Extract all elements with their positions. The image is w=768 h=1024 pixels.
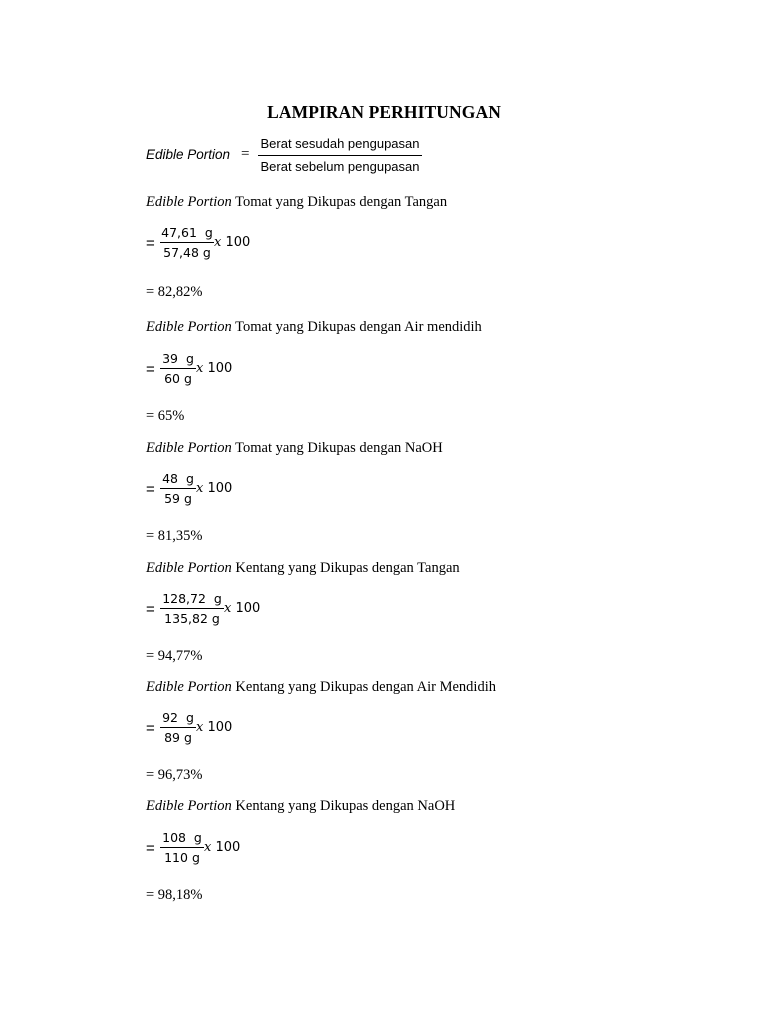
calc-equals: = xyxy=(146,720,155,737)
calc-fraction xyxy=(160,349,196,388)
calc-multiplier xyxy=(196,720,232,735)
calc-denominator: 60 g xyxy=(164,371,192,386)
section-heading-italic: Edible Portion xyxy=(146,679,232,695)
calc-result: = 98,18% xyxy=(146,887,203,903)
calc-numerator: 92 g xyxy=(162,710,194,725)
section-heading xyxy=(146,798,455,815)
times-symbol: x xyxy=(204,840,212,855)
calc-equals: = xyxy=(146,840,155,857)
formula-lhs: Edible Portion xyxy=(146,147,231,162)
calc-numerator: 108 g xyxy=(162,830,202,845)
calc-denominator: 57,48 g xyxy=(163,245,211,260)
fraction-bar xyxy=(258,155,422,156)
section-heading-italic: Edible Portion xyxy=(146,798,232,814)
calc-result: = 96,73% xyxy=(146,767,203,783)
times-symbol: x xyxy=(196,720,204,735)
calc-fraction xyxy=(160,223,214,262)
calc-multiplier xyxy=(196,361,232,376)
times-value: 100 xyxy=(231,601,261,616)
times-value: 100 xyxy=(221,235,251,250)
times-symbol: x xyxy=(214,235,222,250)
calc-numerator: 48 g xyxy=(162,471,194,486)
section-heading-italic: Edible Portion xyxy=(146,560,232,576)
calc-denominator: 59 g xyxy=(164,491,192,506)
times-value: 100 xyxy=(211,840,241,855)
calc-multiplier xyxy=(214,235,250,250)
calc-multiplier xyxy=(204,840,240,855)
calc-fraction xyxy=(160,589,224,628)
times-symbol: x xyxy=(196,361,204,376)
section-heading xyxy=(146,319,482,336)
calc-numerator: 128,72 g xyxy=(162,591,222,606)
formula-equals: = xyxy=(241,146,250,162)
calc-numerator: 39 g xyxy=(162,351,194,366)
calc-fraction xyxy=(160,708,196,747)
calc-equals: = xyxy=(146,601,155,618)
calc-fraction xyxy=(160,828,204,867)
times-value: 100 xyxy=(203,361,233,376)
section-heading xyxy=(146,194,447,211)
calc-result: = 81,35% xyxy=(146,528,203,544)
calc-equals: = xyxy=(146,361,155,378)
section-heading-text: Kentang yang Dikupas dengan NaOH xyxy=(231,798,456,814)
calc-equals: = xyxy=(146,235,155,252)
calc-multiplier xyxy=(196,481,232,496)
section-heading-text: Tomat yang Dikupas dengan Air mendidih xyxy=(231,319,482,335)
formula-fraction xyxy=(256,134,424,177)
calc-result: = 94,77% xyxy=(146,648,203,664)
formula-denominator: Berat sebelum pengupasan xyxy=(260,159,420,174)
times-value: 100 xyxy=(203,481,233,496)
section-heading xyxy=(146,440,443,457)
section-heading-text: Tomat yang Dikupas dengan Tangan xyxy=(231,194,448,210)
section-heading-text: Tomat yang Dikupas dengan NaOH xyxy=(231,440,443,456)
section-heading xyxy=(146,679,496,696)
formula-numerator: Berat sesudah pengupasan xyxy=(260,136,420,151)
calc-fraction xyxy=(160,469,196,508)
calc-numerator: 47,61 g xyxy=(161,225,213,240)
page-title: LAMPIRAN PERHITUNGAN xyxy=(267,102,501,122)
calc-denominator: 110 g xyxy=(164,850,200,865)
times-value: 100 xyxy=(203,720,233,735)
times-symbol: x xyxy=(224,601,232,616)
calc-multiplier xyxy=(224,601,260,616)
calc-denominator: 89 g xyxy=(164,730,192,745)
section-heading xyxy=(146,560,460,577)
calc-result: = 65% xyxy=(146,408,185,424)
times-symbol: x xyxy=(196,481,204,496)
calc-denominator: 135,82 g xyxy=(164,611,220,626)
section-heading-italic: Edible Portion xyxy=(146,319,232,335)
section-heading-text: Kentang yang Dikupas dengan Tangan xyxy=(231,560,460,576)
calc-equals: = xyxy=(146,481,155,498)
section-heading-italic: Edible Portion xyxy=(146,440,232,456)
section-heading-italic: Edible Portion xyxy=(146,194,232,210)
section-heading-text: Kentang yang Dikupas dengan Air Mendidih xyxy=(231,679,496,695)
calc-result: = 82,82% xyxy=(146,284,203,300)
